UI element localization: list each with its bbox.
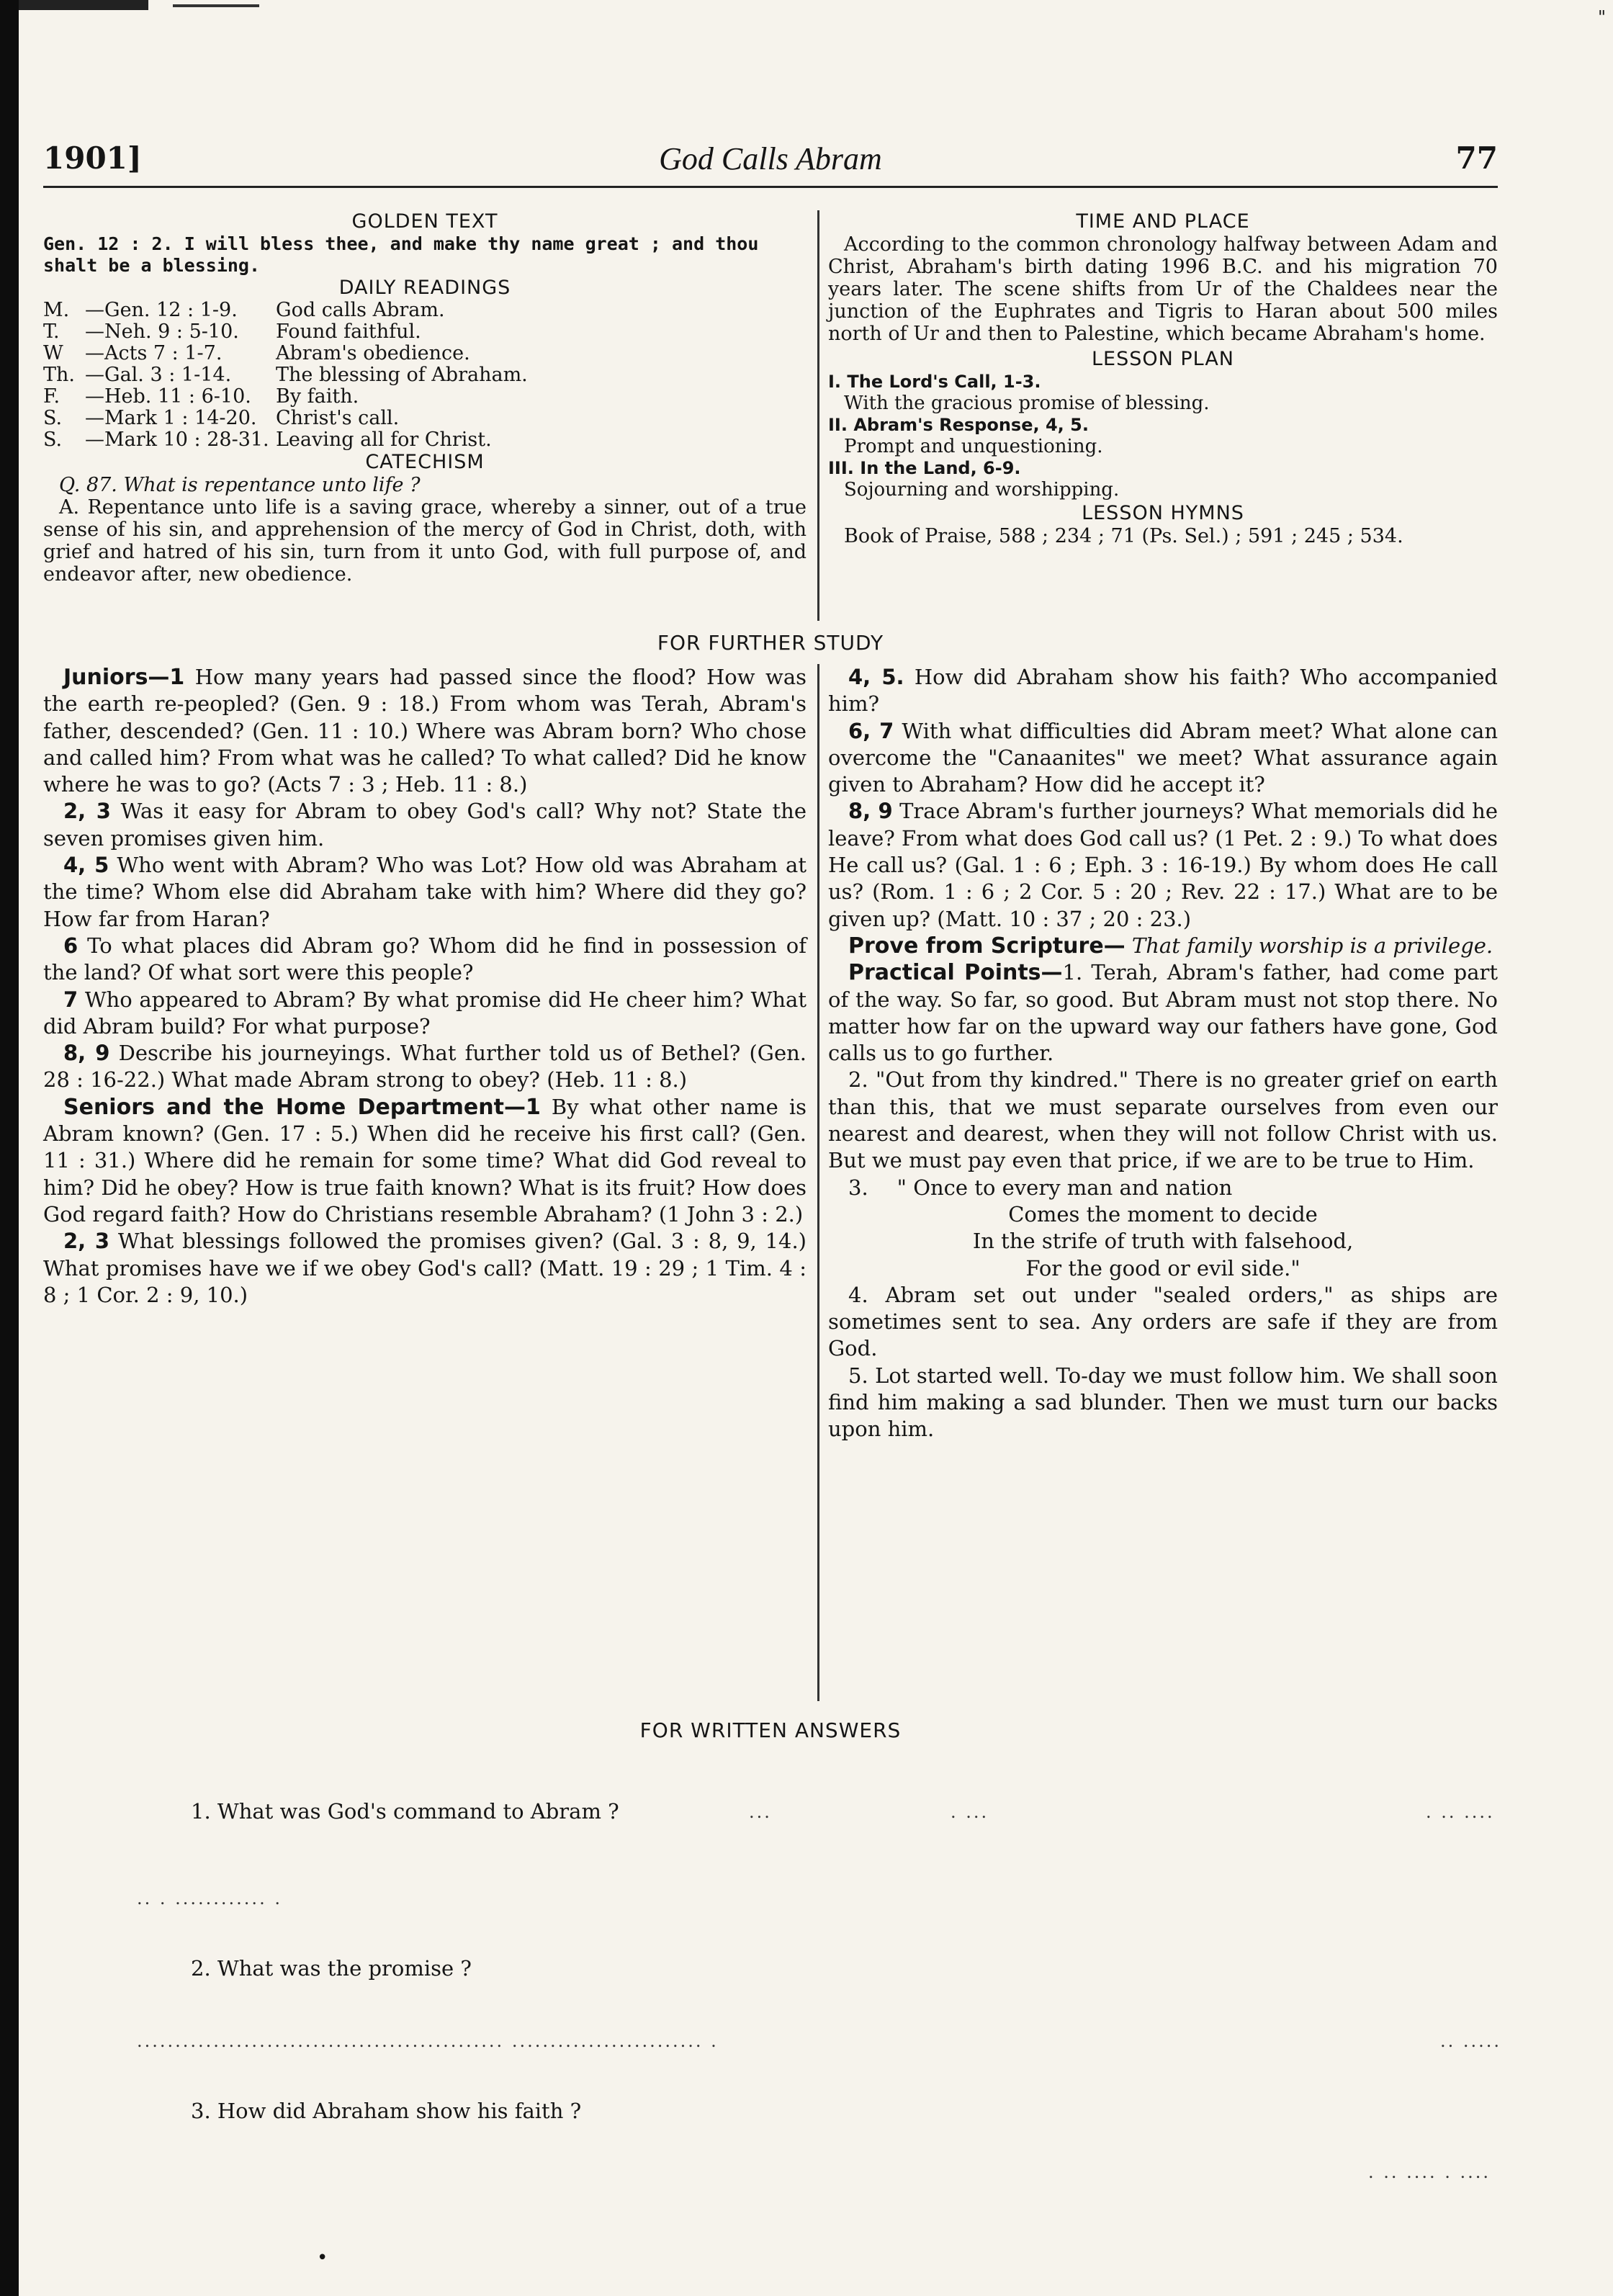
page-number: 77 bbox=[1455, 140, 1498, 176]
reading-title: Found faithful. bbox=[276, 320, 421, 343]
juniors-question bbox=[43, 664, 806, 798]
question-number: 8, 9 bbox=[63, 1041, 110, 1066]
reading-title: Christ's call. bbox=[276, 407, 400, 429]
reading-reference: —Gen. 12 : 1-9. bbox=[85, 299, 238, 321]
question-number: 7 bbox=[63, 987, 78, 1012]
answer-line: ... bbox=[749, 1802, 772, 1822]
further-study-right-column bbox=[828, 664, 1498, 1443]
column-rule bbox=[817, 664, 819, 1701]
poem-line: In the strife of truth with falsehood, bbox=[972, 1229, 1354, 1254]
answer-line: ................................................ ......................... . bbox=[137, 2031, 719, 2051]
question-number: 6 bbox=[63, 933, 78, 958]
question-number: 4, 5. bbox=[848, 665, 904, 689]
paragraph-lead: Seniors and the Home Department—1 bbox=[63, 1094, 541, 1120]
golden-text-body: I will bless thee, and make thy name great ; and thou shalt be a blessing. bbox=[43, 233, 759, 276]
practical-points bbox=[828, 959, 1498, 1067]
juniors-question bbox=[43, 852, 806, 933]
poem-line bbox=[828, 1175, 1498, 1201]
reading-day: W bbox=[43, 342, 63, 364]
paragraph-text: By what other name is Abram known? (Gen. 17 : 5.) When did he receive his first call? (Gen. 11 : 31.) Where did he remain for some time? What did God reveal to him? Did he obey? How is true faith known? What is its fruit? How does God regard faith? How do Christians resemble Abraham? (1 John 3 : 2.) bbox=[43, 1094, 806, 1227]
header-rule bbox=[43, 186, 1498, 188]
question-number: 4, 5 bbox=[63, 853, 109, 878]
reading-day: T. bbox=[43, 320, 60, 343]
daily-reading-row bbox=[43, 321, 806, 343]
daily-reading-row bbox=[43, 408, 806, 429]
time-place-heading: TIME AND PLACE bbox=[1076, 210, 1250, 233]
daily-reading-row bbox=[43, 300, 806, 321]
reading-title: God calls Abram. bbox=[276, 299, 445, 321]
lesson-plan-heading: LESSON PLAN bbox=[1091, 348, 1235, 370]
reading-reference: —Mark 1 : 14-20. bbox=[85, 407, 257, 429]
daily-reading-row bbox=[43, 364, 806, 386]
lesson-plan-subpoint: With the gracious promise of blessing. bbox=[844, 393, 1210, 414]
seniors-question bbox=[43, 1094, 806, 1228]
lesson-plan-list bbox=[828, 371, 1498, 501]
practical-point: 1. Terah, Abram's father, had come part of the way. So far, so good. But Abram must not stop there. No matter how far on the upward way our fathers have gone, God calls us to go further. bbox=[828, 960, 1499, 1066]
lesson-plan-point: III. In the Land, 6-9. bbox=[828, 458, 1021, 478]
paragraph-text: Who went with Abram? Who was Lot? How old was Abraham at the time? Whom else did Abraham take with him? Where did they go? How far from Haran? bbox=[43, 853, 806, 931]
catechism-question: Q. 87. What is repentance unto life ? bbox=[59, 474, 421, 496]
paragraph-text: What blessings followed the promises given? (Gal. 3 : 8, 9, 14.) What promises have we if we obey God's call? (Matt. 19 : 29 ; 1 Tim. 4 : 8 ; 1 Cor. 2 : 9, 10.) bbox=[43, 1229, 806, 1307]
reading-day: S. bbox=[43, 407, 63, 429]
scan-speck: • bbox=[317, 2247, 328, 2269]
reading-day: Th. bbox=[43, 364, 75, 386]
reading-title: Leaving all for Christ. bbox=[276, 429, 492, 451]
paragraph-lead: Prove from Scripture— bbox=[848, 933, 1125, 959]
page bbox=[43, 0, 1570, 2296]
catechism-heading: CATECHISM bbox=[365, 451, 485, 473]
lesson-plan-subpoint: Sojourning and worshipping. bbox=[844, 479, 1120, 501]
golden-text-reference: Gen. 12 : 2. bbox=[43, 233, 174, 254]
header-title: God Calls Abram bbox=[659, 141, 882, 176]
golden-text-heading: GOLDEN TEXT bbox=[351, 210, 498, 233]
written-question-2: 2. What was the promise ? bbox=[191, 1956, 472, 1981]
seniors-question bbox=[828, 718, 1498, 799]
question-number: 2, 3 bbox=[63, 799, 111, 824]
paragraph-text: How did Abraham show his faith? Who accompanied him? bbox=[828, 665, 1498, 717]
poem-line: Comes the moment to decide bbox=[1008, 1201, 1318, 1227]
answer-line: .. ..... bbox=[1440, 2031, 1502, 2051]
practical-point: 5. Lot started well. To-day we must follow him. We shall soon find him making a sad blunder. Then we must turn our backs upon him. bbox=[828, 1363, 1498, 1442]
further-study-heading: FOR FURTHER STUDY bbox=[657, 631, 884, 655]
paragraph-text: How many years had passed since the flood? How was the earth re-peopled? (Gen. 9 : 18.) From whom was Terah, Abram's father, descended? (Gen. 11 : 10.) Where was Abram born? Who chose and called him? From what was he called? To what called? Did he know where he was to go? (Acts 7 : 3 ; Heb. 11 : 8.) bbox=[43, 665, 807, 797]
paragraph-text: Was it easy for Abram to obey God's call? Why not? State the seven promises given him. bbox=[43, 799, 806, 851]
answer-line: .. . ............ . bbox=[137, 1888, 282, 1909]
poem-text: " Once to every man and nation bbox=[897, 1175, 1233, 1200]
prove-from-scripture bbox=[828, 933, 1498, 959]
golden-text bbox=[43, 233, 806, 277]
lesson-hymns-text: Book of Praise, 588 ; 234 ; 71 (Ps. Sel.) ; 591 ; 245 ; 534. bbox=[844, 525, 1403, 547]
lesson-plan-point: II. Abram's Response, 4, 5. bbox=[828, 415, 1089, 435]
paragraph-text: Trace Abram's further journeys? What memorials did he leave? From what does God call us? (1 Pet. 2 : 9.) To what does He call us? (Gal. 1 : 6 ; Eph. 3 : 16-19.) By whom does He call us? (Rom. 1 : 6 ; 2 Cor. 5 : 20 ; Rev. 22 : 17.) What are to be given up? (Matt. 10 : 37 ; 20 : 23.) bbox=[828, 799, 1499, 931]
practical-point: 2. "Out from thy kindred." There is no greater grief on earth than this, that we must separate ourselves from even our nearest and dearest, when they will not follow Christ with us. But we must pay even that price, if we are to be true to Him. bbox=[828, 1067, 1498, 1173]
written-question-3: 3. How did Abraham show his faith ? bbox=[191, 2099, 582, 2123]
reading-reference: —Mark 10 : 28-31. bbox=[85, 429, 269, 451]
reading-title: By faith. bbox=[276, 385, 359, 408]
reading-day: S. bbox=[43, 429, 63, 451]
seniors-question bbox=[43, 1228, 806, 1309]
paragraph-text: Who appeared to Abram? By what promise did He cheer him? What did Abram build? For what purpose? bbox=[43, 987, 807, 1039]
answer-line: . .. .... bbox=[1426, 1802, 1495, 1822]
paragraph-lead: Juniors—1 bbox=[63, 665, 185, 690]
written-question-1: 1. What was God's command to Abram ? bbox=[191, 1799, 619, 1824]
reading-day: M. bbox=[43, 299, 70, 321]
paragraph-text: That family worship is a privilege. bbox=[1131, 933, 1493, 958]
juniors-question bbox=[43, 798, 806, 852]
question-number: 2, 3 bbox=[63, 1229, 110, 1254]
lesson-plan-subpoint: Prompt and unquestioning. bbox=[844, 436, 1103, 457]
reading-day: F. bbox=[43, 385, 60, 408]
question-number: 8, 9 bbox=[848, 799, 893, 824]
juniors-question bbox=[43, 987, 806, 1041]
column-rule bbox=[817, 210, 819, 621]
further-study-left-column bbox=[43, 664, 806, 1309]
binding-edge bbox=[0, 0, 19, 2296]
written-answers-heading: FOR WRITTEN ANSWERS bbox=[639, 1718, 902, 1742]
daily-readings-heading: DAILY READINGS bbox=[338, 277, 511, 299]
reading-title: The blessing of Abraham. bbox=[276, 364, 528, 386]
poem-line: For the good or evil side." bbox=[1025, 1255, 1300, 1281]
daily-reading-row bbox=[43, 343, 806, 364]
paragraph-text: With what difficulties did Abram meet? What alone can overcome the "Canaanites" we meet? What assurance again given to Abraham? How did he accept it? bbox=[828, 718, 1498, 797]
running-head bbox=[43, 140, 1498, 184]
paragraph-lead: Practical Points— bbox=[848, 960, 1063, 986]
left-top-column bbox=[43, 210, 806, 586]
time-place-text: According to the common chronology halfway between Adam and Christ, Abraham's birth dating 1996 B.C. and his migration 70 years later. The scene shifts from Ur of the Chaldees near the junction of the Euphrates and Tigris to Haran about 500 miles north of Ur and then to Palestine, which became Abraham's home. bbox=[828, 233, 1498, 345]
right-top-column bbox=[828, 210, 1498, 547]
answer-line: . ... bbox=[951, 1802, 989, 1822]
seniors-question bbox=[828, 798, 1498, 932]
reading-reference: —Acts 7 : 1-7. bbox=[85, 342, 223, 364]
catechism-answer: A. Repentance unto life is a saving grace, whereby a sinner, out of a true sense of his sin, and apprehension of the mercy of God in Christ, doth, with grief and hatred of his sin, turn from it unto God, with full purpose of, and endeavor after, new obedience. bbox=[43, 496, 806, 586]
juniors-question bbox=[43, 933, 806, 987]
daily-reading-row bbox=[43, 386, 806, 408]
practical-point: 4. Abram set out under "sealed orders," as ships are sometimes sent to sea. Any orders are safe if they are from God. bbox=[828, 1282, 1498, 1361]
paragraph-text: Describe his journeyings. What further told us of Bethel? (Gen. 28 : 16-22.) What made Abram strong to obey? (Heb. 11 : 8.) bbox=[43, 1041, 807, 1093]
reading-reference: —Gal. 3 : 1-14. bbox=[85, 364, 232, 386]
seniors-question bbox=[828, 664, 1498, 718]
paragraph-text: To what places did Abram go? Whom did he find in possession of the land? Of what sort were this people? bbox=[43, 933, 807, 985]
juniors-question bbox=[43, 1040, 806, 1094]
daily-reading-row bbox=[43, 429, 806, 451]
daily-readings-table bbox=[43, 300, 806, 451]
question-number: 6, 7 bbox=[848, 718, 894, 743]
scan-speck: " bbox=[1597, 7, 1606, 27]
poem-number: 3. bbox=[848, 1175, 868, 1200]
reading-reference: —Heb. 11 : 6-10. bbox=[85, 385, 251, 408]
lesson-hymns-heading: LESSON HYMNS bbox=[1082, 502, 1244, 524]
header-year: 1901] bbox=[43, 140, 142, 176]
answer-line: . .. .... . .... bbox=[1368, 2162, 1491, 2182]
reading-title: Abram's obedience. bbox=[276, 342, 470, 364]
lesson-plan-point: I. The Lord's Call, 1-3. bbox=[828, 372, 1041, 392]
reading-reference: —Neh. 9 : 5-10. bbox=[85, 320, 239, 343]
